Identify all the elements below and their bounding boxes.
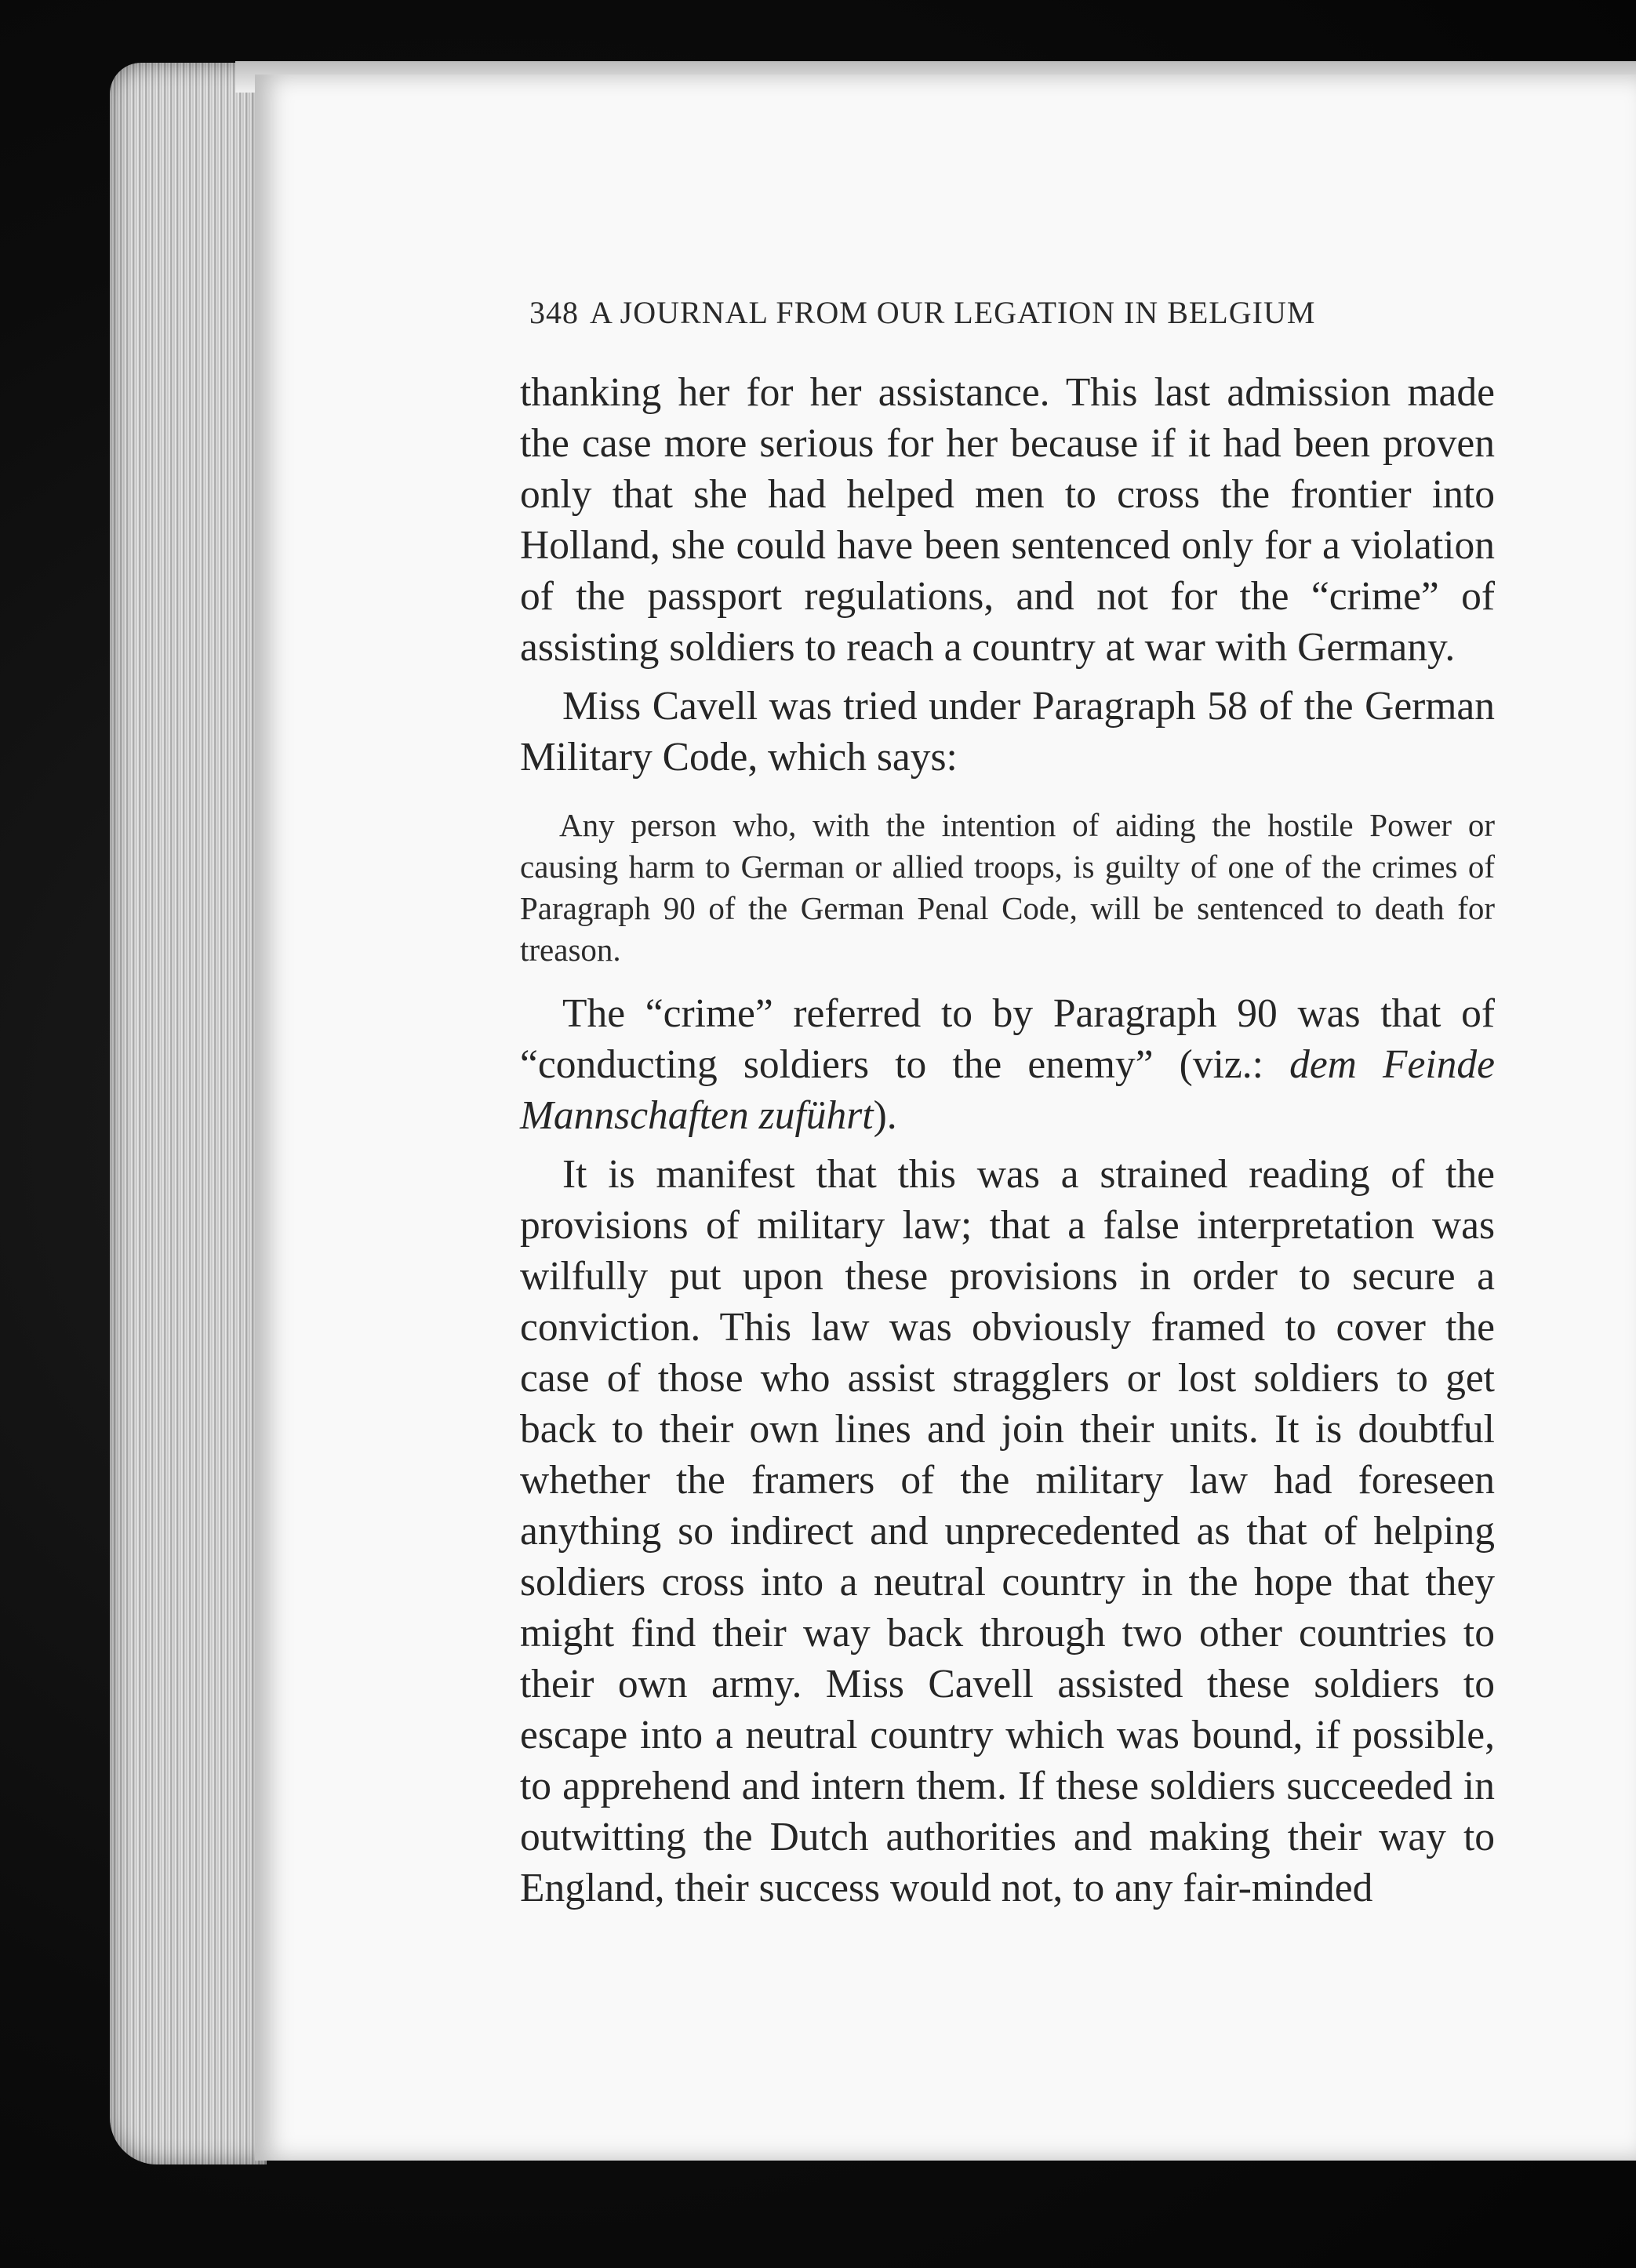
paragraph-crime-lead: The “crime” referred to by Paragraph 90 was that of “conducting soldiers to the enemy” (viz.:	[520, 991, 1495, 1087]
running-header	[529, 294, 1431, 331]
paragraph-code-intro: Miss Cavell was tried under Paragraph 58 of the German Military Code, which says:	[520, 684, 1495, 780]
paragraph-crime-tail: ).	[873, 1093, 897, 1138]
book-page-edges	[110, 63, 267, 2164]
paragraph-continuation: thanking her for her assistance. This last admission made the case more serious for her because if it had been proven only that she had helped men to cross the frontier into Holland, she could have been sentenced only for a violation of the passport regulations, and not for the “crime” of assisting soldiers to reach a country at war with Germany.	[520, 370, 1495, 670]
page-number: 348	[529, 295, 579, 330]
paragraph-argument: It is manifest that this was a strained reading of the provisions of military law; that a false interpretation was wilfully put upon these provisions in order to secure a conviction. This law was obviously framed to cover the case of those who assist stragglers or lost soldiers to get back to their own lines and join their units. It is doubtful whether the framers of the military law had foreseen anything so indirect and unprecedented as that of helping soldiers cross into a neutral country in the hope that they might find their way back through two other countries to their own army. Miss Cavell assisted these soldiers to escape into a neutral country which was bound, if possible, to apprehend and intern them. If these soldiers succeeded in outwitting the Dutch authorities and making their way to England, their success would not, to any fair-minded	[520, 1152, 1495, 1910]
page-body	[520, 367, 1495, 1914]
block-quote-paragraph-58: Any person who, with the intention of aiding the hostile Power or causing harm to German or allied troops, is guilty of one of the crimes of Paragraph 90 of the German Penal Code, will be sentenced to death for treason.	[520, 807, 1495, 968]
german-phrase: dem Feinde Mannschaften zuführt	[520, 1042, 1495, 1138]
paragraph-crime-definition	[520, 988, 1495, 1141]
running-title: A JOURNAL FROM OUR LEGATION IN BELGIUM	[590, 295, 1316, 330]
